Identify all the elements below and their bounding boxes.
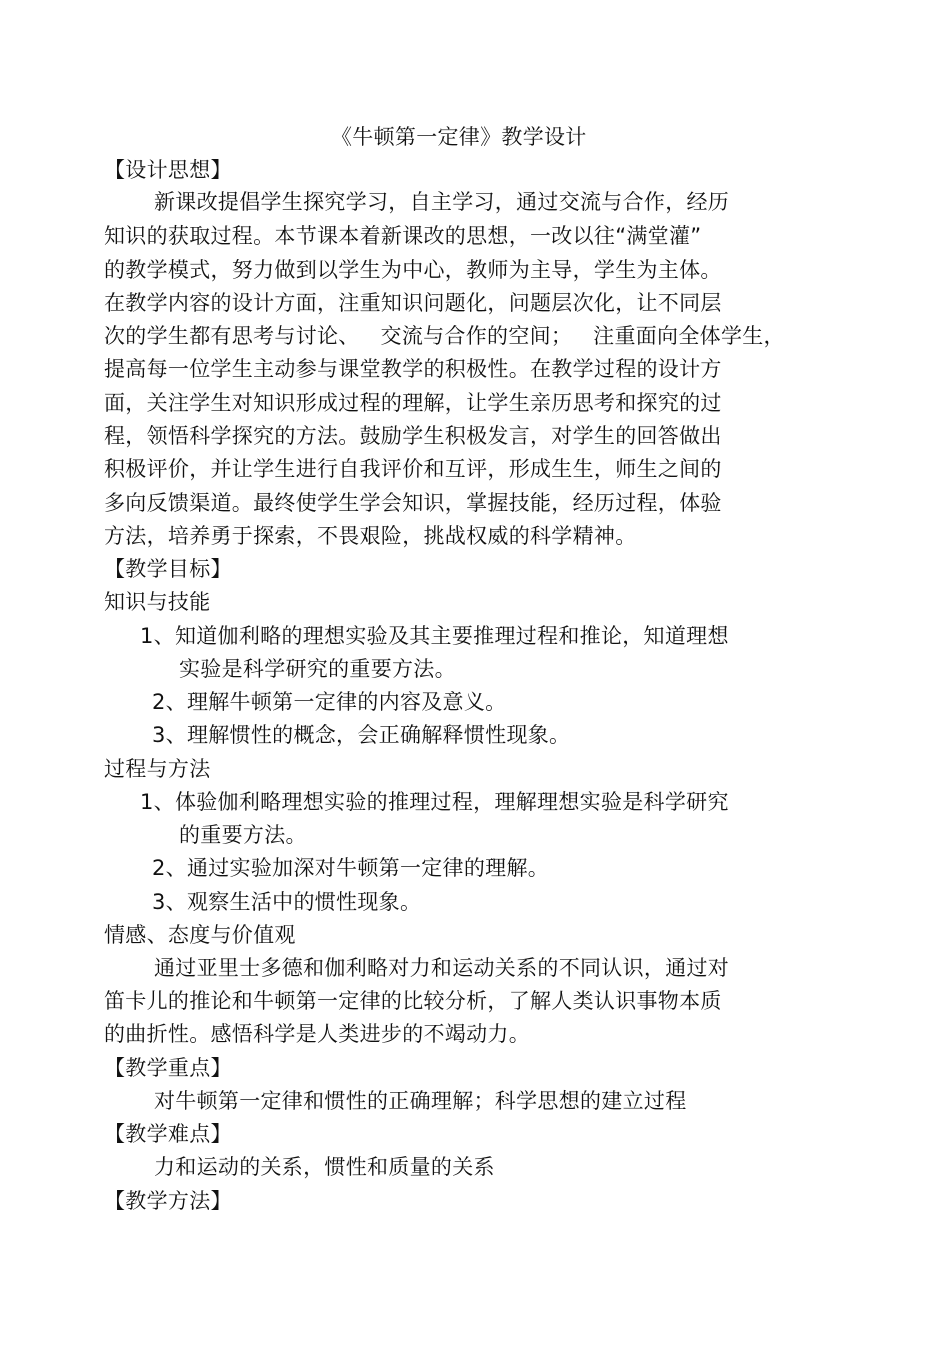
section-heading-methods: 【教学方法】 — [104, 1189, 232, 1213]
paragraph-line: 力和运动的关系，惯性和质量的关系 — [154, 1155, 495, 1179]
list-item: 3、理解惯性的概念，会正确解释惯性现象。 — [152, 723, 571, 747]
paragraph-line: 的教学模式，努力做到以学生为中心，教师为主导，学生为主体。 — [104, 258, 722, 282]
paragraph-line: 通过亚里士多德和伽利略对力和运动关系的不同认识，通过对 — [154, 956, 730, 980]
paragraph-line: 多向反馈渠道。最终使学生学会知识，掌握技能，经历过程，体验 — [104, 491, 722, 515]
document-title: 《牛顿第一定律》教学设计 — [331, 125, 587, 149]
paragraph-line: 对牛顿第一定律和惯性的正确理解；科学思想的建立过程 — [154, 1089, 687, 1113]
list-item-continuation: 实验是科学研究的重要方法。 — [179, 657, 456, 681]
list-item-continuation: 的重要方法。 — [179, 823, 307, 847]
paragraph-line: 提高每一位学生主动参与课堂教学的积极性。在教学过程的设计方 — [104, 357, 722, 381]
paragraph-line: 程，领悟科学探究的方法。鼓励学生积极发言，对学生的回答做出 — [104, 424, 722, 448]
list-item: 1、知道伽利略的理想实验及其主要推理过程和推论，知道理想 — [140, 624, 729, 648]
section-heading-design-idea: 【设计思想】 — [104, 158, 232, 182]
paragraph-line: 积极评价，并让学生进行自我评价和互评，形成生生，师生之间的 — [104, 457, 722, 481]
paragraph-line: 笛卡儿的推论和牛顿第一定律的比较分析，了解人类认识事物本质 — [104, 989, 722, 1013]
list-item: 1、体验伽利略理想实验的推理过程，理解理想实验是科学研究 — [140, 790, 729, 814]
section-heading-difficulties: 【教学难点】 — [104, 1122, 232, 1146]
paragraph-line: 知识的获取过程。本节课本着新课改的思想，一改以往“满堂灌” — [104, 224, 702, 248]
paragraph-line: 面，关注学生对知识形成过程的理解，让学生亲历思考和探究的过 — [104, 391, 722, 415]
paragraph-line: 在教学内容的设计方面，注重知识问题化，问题层次化，让不同层 — [104, 291, 722, 315]
subheading-process: 过程与方法 — [104, 757, 211, 781]
subheading-emotion: 情感、态度与价值观 — [104, 923, 296, 947]
paragraph-line: 的曲折性。感悟科学是人类进步的不竭动力。 — [104, 1022, 530, 1046]
list-item: 3、观察生活中的惯性现象。 — [152, 890, 422, 914]
paragraph-line: 方法，培养勇于探索，不畏艰险，挑战权威的科学精神。 — [104, 524, 637, 548]
paragraph-line: 新课改提倡学生探究学习，自主学习，通过交流与合作，经历 — [154, 190, 730, 214]
list-item: 2、理解牛顿第一定律的内容及意义。 — [152, 690, 507, 714]
list-item: 2、通过实验加深对牛顿第一定律的理解。 — [152, 856, 550, 880]
section-heading-goals: 【教学目标】 — [104, 557, 232, 581]
subheading-knowledge: 知识与技能 — [104, 590, 211, 614]
section-heading-key-points: 【教学重点】 — [104, 1056, 232, 1080]
paragraph-line: 次的学生都有思考与讨论、 交流与合作的空间； 注重面向全体学生， — [104, 324, 785, 348]
